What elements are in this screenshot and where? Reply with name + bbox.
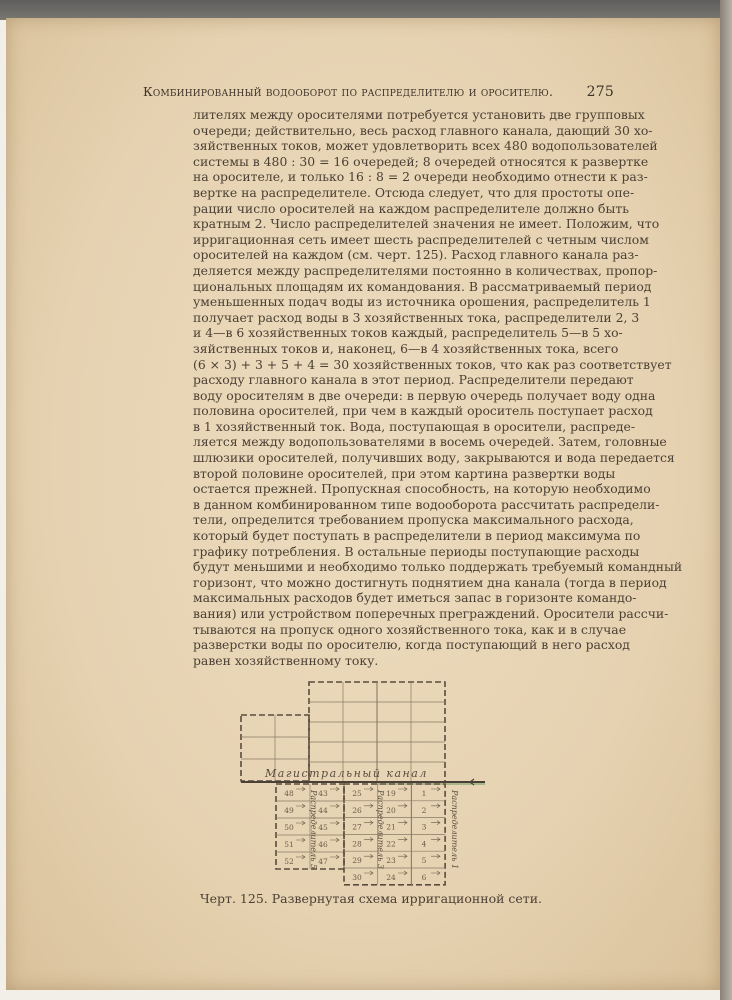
text-line: ирригационная сеть имеет шесть распределителей с четным числом — [193, 231, 649, 247]
irrigator-number: 28 — [352, 839, 362, 849]
page-number: 275 — [586, 84, 614, 100]
text-line: деляется между распределителями постоянно в количествах, пропор- — [193, 262, 658, 278]
flow-arrow-icon — [398, 837, 407, 841]
irrigator-number: 19 — [386, 789, 396, 798]
irrigator-number: 21 — [386, 822, 396, 832]
flow-arrow-icon — [431, 854, 440, 858]
text-line: уменьшенных подач воды из источника орошения, распределитель 1 — [193, 294, 651, 310]
irrigator-number: 30 — [352, 873, 362, 882]
text-line: системы в 480 : 30 = 16 очередей; 8 очередей относятся к развертке — [193, 153, 649, 169]
irrigator-number: 51 — [284, 840, 294, 849]
flow-arrow-icon — [431, 804, 440, 808]
text-line: разверстки воды по оросителю, когда поступающий в него расход — [193, 637, 630, 653]
flow-arrow-icon — [398, 871, 407, 875]
text-line: оросителей на каждом (см. черт. 125). Расход главного канала раз- — [193, 247, 639, 263]
text-line: равен хозяйственному току. — [193, 652, 379, 668]
irrigator-number: 4 — [421, 839, 427, 849]
text-line: шлюзики оросителей, получивших воду, закрываются и вода передается — [193, 450, 675, 466]
irrigator-number: 1 — [421, 789, 427, 798]
flow-arrow-icon — [364, 871, 373, 875]
text-line: зяйственных токов и, наконец, 6—в 4 хозяйственных тока, всего — [193, 340, 619, 356]
flow-arrow-icon — [364, 837, 373, 841]
flow-arrow-icon — [296, 855, 305, 859]
text-line: остается прежней. Пропускная способность, на которую необходимо — [193, 481, 651, 497]
flow-arrow-icon — [364, 821, 373, 825]
irrigator-number: 24 — [386, 873, 396, 882]
text-line: будут меньшими и необходимо только поддержать требуемый командный — [193, 559, 683, 575]
text-line: ляется между водопользователями в восемь очередей. Затем, головные — [193, 434, 667, 450]
flow-arrow-icon — [330, 804, 339, 808]
flow-arrow-icon — [398, 787, 407, 791]
irrigator-number: 27 — [352, 822, 362, 832]
irrigator-number: 20 — [386, 805, 396, 815]
flow-arrow-icon — [431, 787, 440, 791]
irrigator-number: 29 — [352, 856, 362, 866]
text-line: половина оросителей, при чем в каждый ороситель поступает расход — [193, 403, 653, 419]
text-line: тели, определится требованием пропуска максимального расхода, — [193, 512, 634, 528]
text-line: и 4—в 6 хозяйственных токов каждый, распределитель 5—в 5 хо- — [193, 325, 623, 341]
irrigator-number: 5 — [421, 856, 427, 866]
flow-arrow-icon — [296, 787, 305, 791]
text-line: в данном комбинированном типе водооборота рассчитать распредели- — [193, 496, 660, 512]
irrigator-number: 50 — [284, 823, 294, 832]
flow-arrow-icon — [364, 854, 373, 858]
text-line: графику потребления. В остальные периоды поступающие расходы — [193, 543, 640, 559]
text-line: кратным 2. Число распределителей значения не имеет. Положим, что — [193, 216, 660, 232]
irrigator-number: 47 — [318, 857, 328, 866]
distributor-label: Распределитель 1 — [450, 790, 459, 870]
distributor-label: Распределитель 5 — [309, 790, 318, 870]
irrigator-number: 6 — [421, 873, 427, 882]
flow-arrow-icon — [431, 837, 440, 841]
text-line: получает расход воды в 3 хозяйственных тока, распределители 2, 3 — [193, 309, 640, 325]
irrigator-number: 48 — [284, 789, 294, 798]
text-line: зяйственных токов, может удовлетворить всех 480 водопользователей — [193, 138, 658, 154]
flow-arrow-icon — [364, 787, 373, 791]
irrigator-number: 23 — [386, 856, 396, 866]
irrigator-number: 49 — [284, 806, 294, 815]
irrigator-number: 25 — [352, 789, 362, 798]
text-line: расходу главного канала в этот период. Распределители передают — [193, 372, 634, 388]
text-line: рации число оросителей на каждом распределителе должно быть — [193, 200, 629, 216]
canal-label: Магистральный канал — [265, 767, 428, 780]
flow-arrow-icon — [296, 838, 305, 842]
flow-arrow-icon — [431, 871, 440, 875]
flow-arrow-icon — [330, 821, 339, 825]
flow-arrow-icon — [330, 787, 339, 791]
flow-arrow-icon — [398, 854, 407, 858]
flow-arrow-icon — [398, 821, 407, 825]
text-line: очереди; действительно, весь расход главного канала, дающий 30 хо- — [193, 122, 653, 138]
running-head-title: Комбинированный водооборот по распределителю и оросителю. — [143, 84, 554, 99]
text-line: тываются на пропуск одного хозяйственного тока, как и в случае — [193, 621, 627, 637]
irrigator-number: 45 — [318, 823, 328, 832]
text-line: на оросителе, и только 16 : 8 = 2 очереди необходимо отнести к раз- — [193, 169, 648, 185]
irrigator-number: 43 — [318, 789, 328, 798]
irrigator-number: 52 — [284, 857, 294, 866]
text-line: вания) или устройством поперечных преграждений. Оросители рассчи- — [193, 606, 669, 621]
text-line: (6 × 3) + 3 + 5 + 4 = 30 хозяйственных токов, что как раз соответствует — [193, 356, 672, 372]
flow-arrow-icon — [364, 804, 373, 808]
irrigator-number: 44 — [318, 806, 328, 815]
figure-caption: Черт. 125. Развернутая схема ирригационной сети. — [200, 891, 543, 906]
text-line: горизонт, что можно достигнуть поднятием дна канала (тогда в период — [193, 574, 667, 590]
text-line: в 1 хозяйственный ток. Вода, поступающая в оросители, распреде- — [193, 418, 636, 434]
flow-arrow-icon — [296, 821, 305, 825]
irrigator-number: 3 — [421, 822, 427, 832]
flow-arrow-icon — [398, 804, 407, 808]
text-line: вертке на распределителе. Отсюда следует, что для простоты опе- — [193, 184, 635, 200]
text-line: воду оросителям в две очереди: в первую очередь получает воду одна — [193, 387, 656, 403]
irrigator-number: 22 — [386, 839, 396, 849]
flow-arrow-icon — [296, 804, 305, 808]
distributor-label: Распределитель 3 — [376, 790, 385, 870]
text-line: второй половине оросителей, при этом картина развертки воды — [193, 465, 616, 481]
irrigator-number: 46 — [318, 840, 328, 849]
flow-arrow-icon — [330, 855, 339, 859]
text-line: циональных площадям их командования. В рассматриваемый период — [193, 278, 652, 294]
text-line: лителях между оросителями потребуется установить две групповых — [193, 107, 645, 122]
flow-arrow-icon — [330, 838, 339, 842]
irrigator-number: 2 — [421, 805, 427, 815]
flow-arrow-icon — [431, 821, 440, 825]
text-line: максимальных расходов будет иметься запас в горизонте командо- — [193, 590, 637, 606]
text-line: который будет поступать в распределители в период максимума по — [193, 528, 641, 544]
irrigator-number: 26 — [352, 805, 362, 815]
